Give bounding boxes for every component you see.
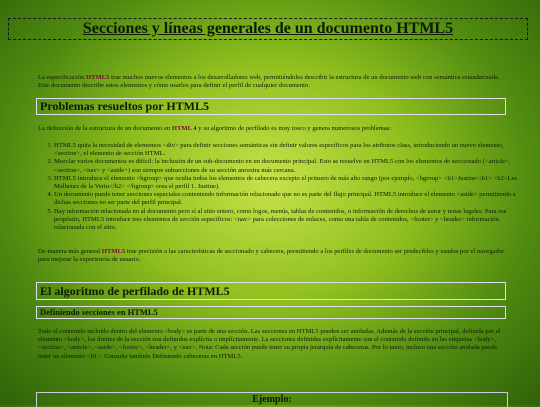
intro-paragraph	[38, 74, 508, 90]
page-title-box	[8, 18, 528, 40]
list-item: 4. Un documento puede tener secciones especiales conteniendo información relacionado que no es parte del flujo principal. HTML5 introduce el elemento <aside> permitiendo a dichas secciones no ser parte del perfil principal.	[54, 191, 524, 207]
section2-body-text: Todo el contenido incluido dentro del elemento <body> es parte de una sección. Las secciones en HTML5 pueden ser anidadas. Además de la sección principal, definida por el elemento <body>, los límites de la sección son definidos explícita o implícitamente. La secciones definidas explícitamente son el contenido definido en las etiquetas <body>, <section>, <article>, <aside>, <footer>, <header>, y <nav>. Nota: Cada sección puede tener su propia jerarquía de cabeceras. Por lo tanto, incluso una sección anidada puede tener un elemento <h1>. Consulte también Definiendo cabeceras en HTML5.	[38, 328, 501, 360]
section-heading-algorithm	[36, 282, 506, 300]
closing-text-rest: trae precisión a las características de seccionado y cabecera, permitiendo a los perfiles de documento ser predecibles y usados por el navegador para mejorar la experiencia de usuario.	[38, 248, 505, 264]
intro-text-rest: trae muchos nuevos elementos a los desarrolladores web, permitiéndoles describir la estructura de un documento web con semántica estandarizada. Este documento describe estos elementos y cómo usarlos para definir el perfil de cualquier documento.	[38, 74, 500, 90]
list-item: 5. Hay información relacionada no al documento pero sí al sitio entero, como logos, menús, tablas de contenidos, o información de derechos de autor y notas legales. Para ese propósito, HTML5 introduce tres elementos de sección específicos: <nav> para colecciones de enlaces, como una tabla de contenidos, <footer> y <header> información relacionada con el sitio.	[54, 208, 524, 233]
list-item: 2. Mezclar varios documentos es difícil: la inclusión de un sub-documento en un documento principal. Esto se resuelve en HTML5 con los elementos de seccionado (<article>, <section>, <nav> y <aside>) son siempre subsecciones de su sección ancestra más cercana.	[54, 158, 524, 174]
problems-list	[38, 142, 524, 232]
intro-emphasis: HTML5	[85, 74, 110, 81]
section1-closing	[38, 248, 508, 264]
closing-text: De manera más general	[38, 248, 101, 255]
list-item: 1. HTML5 quita la necesidad de elementos <div> para definir secciones semánticas sin definir valores específicos para los atributos class, introduciendo un nuevo elemento, <section>, el elemento de sección HTML.	[54, 142, 524, 158]
section2-body	[38, 328, 508, 361]
section-heading-text: El algoritmo de perfilado de HTML5	[40, 284, 230, 298]
closing-emphasis: HTML5	[101, 248, 126, 255]
lead-text-rest: y su algoritmo de perfilado es muy tosco y genera numerosos problemas:	[198, 125, 392, 132]
example-label: Ejemplo:	[252, 394, 292, 405]
lead-text: La definición de la estructura de un documento en	[38, 125, 171, 132]
lead-emphasis: HTML 4	[171, 125, 197, 132]
subsection-heading-text: Definiendo secciones en HTML5	[40, 307, 158, 317]
subsection-heading-defining	[36, 306, 506, 319]
page-title: Secciones y líneas generales de un documento HTML5	[82, 20, 454, 37]
intro-text: La especificación	[38, 74, 85, 81]
section-heading-problems	[36, 98, 506, 115]
section-heading-text: Problemas resueltos por HTML5	[40, 99, 209, 113]
list-item: 3. HTML5 introduce el elemento <hgroup> que oculta todos los elementos de cabecera excepto el primero de más alto rango (por ejemplo, <hgroup> <h1>Justine</h1> <h2>Les Malheurs de la Vertu</h2> </hgroup> crea el perfil 1. Justine).	[54, 175, 524, 191]
section1-lead	[38, 125, 508, 133]
